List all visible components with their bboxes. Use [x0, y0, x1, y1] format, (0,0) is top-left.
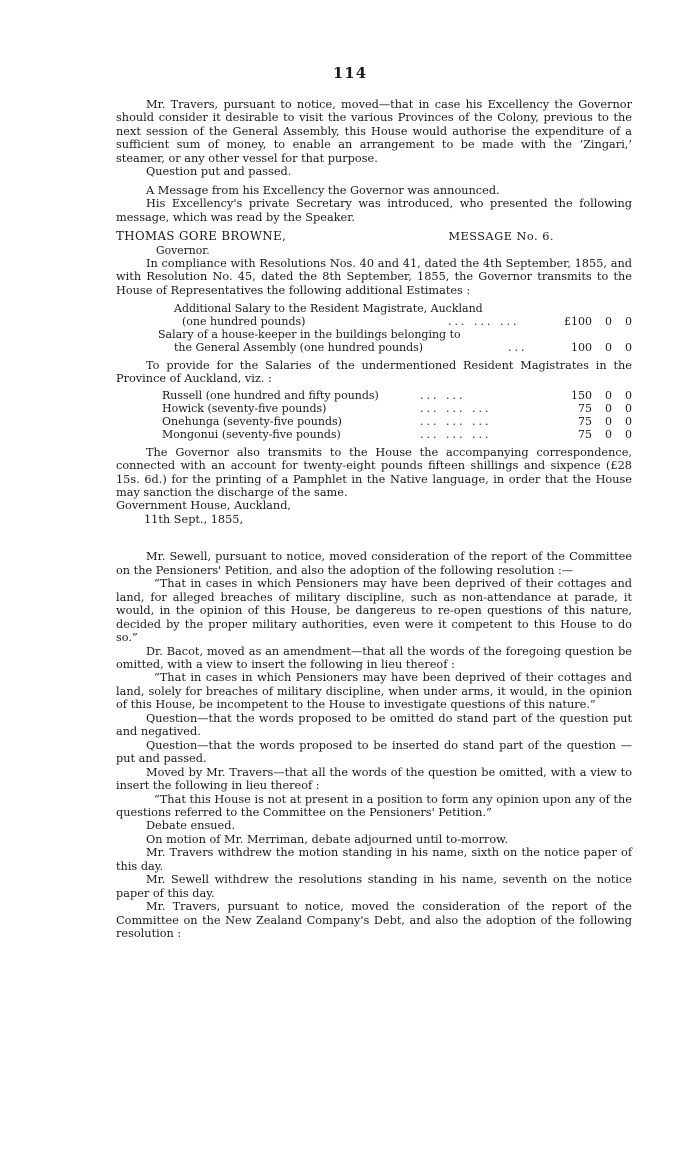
sewell-withdrew: Mr. Sewell withdrew the resolutions standing in his name, seventh on the notice paper of this day.	[116, 873, 632, 900]
message-title: MESSAGE No. 6.	[448, 230, 554, 244]
salary-shillings: 0	[605, 389, 612, 403]
message-intro: In compliance with Resolutions Nos. 40 and 41, dated the 4th September, 1855, and with Resolution No. 45, dated the 8th September, 1855, the Governor transmits to the House of Representatives the following additional Estimates :	[116, 256, 632, 297]
salary-pence: 0	[625, 415, 632, 429]
estimate-amount: 100	[571, 340, 592, 354]
leader-dots: ...	[508, 340, 528, 354]
salary-label: Mongonui (seventy-five pounds)	[162, 427, 341, 441]
page-number: 114	[332, 64, 368, 82]
estimate-amount: £100	[564, 315, 592, 329]
message-heading	[116, 230, 632, 243]
salary-label: Onehunga (seventy-five pounds)	[162, 415, 342, 429]
question-passed: Question put and passed.	[146, 165, 292, 179]
estimate-shillings: 0	[605, 315, 612, 329]
sewell-motion: Mr. Sewell, pursuant to notice, moved consideration of the report of the Committee on the Pensioners' Petition, and also the adoption of the following resolution :—	[116, 550, 632, 577]
salaries-list	[116, 390, 632, 441]
travers-final-motion: Mr. Travers, pursuant to notice, moved the consideration of the report of the Committee on the New Zealand Company's Debt, and also the adoption of the following resolution :	[116, 900, 632, 941]
leader-dots: ... ... ...	[420, 427, 492, 441]
estimate-label: (one hundred pounds)	[182, 315, 306, 329]
debate-ensued: Debate ensued.	[146, 819, 236, 833]
salary-row	[116, 416, 632, 429]
salary-pence: 0	[625, 389, 632, 403]
travers-motion-paragraph: Mr. Travers, pursuant to notice, moved—that in case his Excellency the Governor should consider it desirable to visit the various Provinces of the Colony, previous to the next session of the General Assembly, this House would authorise the expenditure of a sufficient sum of money, to enable an arrangement to be made with the ‘Zingari,’ steamer, or any other vessel for that purpose.	[116, 98, 632, 165]
salary-amount: 75	[578, 427, 592, 441]
question-passed-2: Question—that the words proposed to be inserted do stand part of the question —put and passed.	[116, 738, 632, 766]
merriman-motion: On motion of Mr. Merriman, debate adjourned until to-morrow.	[146, 832, 509, 846]
sewell-quote: “That in cases in which Pensioners may have been deprived of their cottages and land, for alleged breaches of military discipline, such as non-attendance at parade, it would, in the opinion of this House, be dangereus to re-open questions of this nature, decided by the proper military authorities, even were it competent to this House to do so.”	[116, 577, 632, 645]
salary-pence: 0	[625, 427, 632, 441]
salary-amount: 75	[578, 402, 592, 416]
salary-shillings: 0	[605, 415, 612, 429]
estimate-label: Salary of a house-keeper in the buildings belonging to	[158, 327, 461, 341]
bacot-amendment: Dr. Bacot, moved as an amendment—that all the words of the foregoing question be omitted, with a view to insert the following in lieu thereof :	[116, 644, 632, 671]
salary-shillings: 0	[605, 402, 612, 416]
governor-name: THOMAS GORE BROWNE,	[116, 229, 287, 244]
message-place: Government House, Auckland,	[116, 499, 292, 513]
salaries-intro: To provide for the Salaries of the undermentioned Resident Magistrates in the Province of Auckland, viz. :	[116, 358, 632, 385]
travers-withdrew: Mr. Travers withdrew the motion standing in his name, sixth on the notice paper of this day.	[116, 846, 632, 873]
message-announced: A Message from his Excellency the Governor was announced.	[146, 183, 500, 197]
estimate-row	[116, 342, 632, 355]
estimate-pence: 0	[625, 340, 632, 354]
page-body	[116, 98, 632, 940]
leader-dots: ... ... ...	[420, 415, 492, 429]
salary-pence: 0	[625, 402, 632, 416]
estimate-label: the General Assembly (one hundred pounds)	[174, 340, 424, 354]
leader-dots: ... ...	[420, 389, 466, 403]
estimate-pence: 0	[625, 315, 632, 329]
salary-shillings: 0	[605, 427, 612, 441]
salary-amount: 150	[571, 389, 592, 403]
leader-dots: ... ... ...	[420, 402, 492, 416]
correspondence-paragraph: The Governor also transmits to the House the accompanying correspondence, connected with an account for twenty-eight pounds fifteen shillings and sixpence (£28 15s. 6d.) for the printing of a Pamphlet in the Native language, in order that the House may sanction the discharge of the same.	[116, 445, 632, 499]
governor-title: Governor.	[156, 243, 210, 257]
secretary-introduced: His Excellency's private Secretary was introduced, who presented the following message, which was read by the Speaker.	[116, 197, 632, 224]
bacot-quote: “That in cases in which Pensioners may have been deprived of their cottages and land, solely for breaches of military discipline, when under arms, it would, in the opinion of this House, be incompetent to the House to investigate questions of this nature.”	[116, 671, 632, 712]
salary-label: Howick (seventy-five pounds)	[162, 402, 327, 416]
travers-moved: Moved by Mr. Travers—that all the words of the question be omitted, with a view to insert the following in lieu thereof :	[116, 765, 632, 793]
estimate-shillings: 0	[605, 340, 612, 354]
travers-quote: “That this House is not at present in a position to form any opinion upon any of the questions referred to the Committee on the Pensioners' Petition.”	[116, 792, 632, 819]
estimate-label: Additional Salary to the Resident Magistrate, Auckland	[174, 302, 483, 316]
salary-amount: 75	[578, 415, 592, 429]
leader-dots: ... ... ...	[448, 315, 520, 329]
salary-row	[116, 429, 632, 442]
estimates-list	[116, 303, 632, 354]
estimate-row	[116, 329, 632, 342]
question-negatived: Question—that the words proposed to be omitted do stand part of the question put and negatived.	[116, 711, 632, 739]
message-date: 11th Sept., 1855,	[144, 512, 244, 526]
salary-label: Russell (one hundred and fifty pounds)	[162, 389, 379, 403]
